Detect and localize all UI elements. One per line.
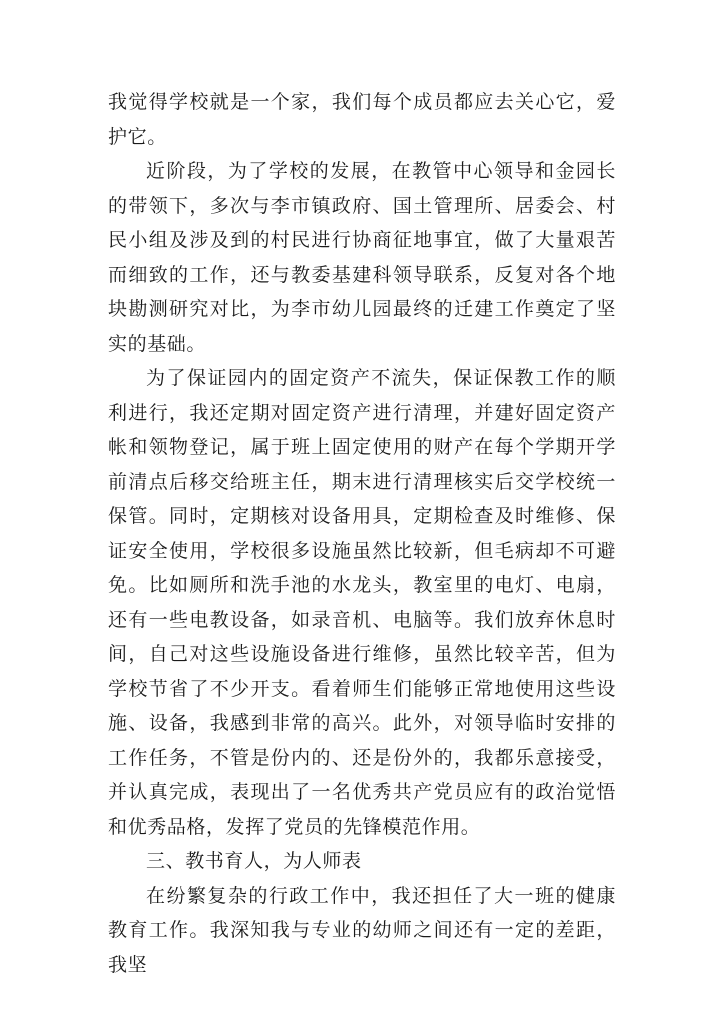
paragraph-4: 在纷繁复杂的行政工作中，我还担任了大一班的健康教育工作。我深知我与专业的幼师之间还有一定的差距，我坚 <box>108 884 616 976</box>
section-heading: 三、教书育人，为人师表 <box>146 850 362 872</box>
paragraph-1: 我觉得学校就是一个家，我们每个成员都应去关心它，爱护它。 <box>108 91 616 148</box>
paragraph-3: 为了保证园内的固定资产不流失，保证保教工作的顺利进行，我还定期对固定资产进行清理，并建好固定资产帐和领物登记，属于班上固定使用的财产在每个学期开学前清点后移交给班主任，期末进行清理核实后交学校统一保管。同时，定期核对设备用具，定期检查及时维修、保证安全使用，学校很多设施虽然比较新，但毛病却不可避免。比如厕所和洗手池的水龙头，教室里的电灯、电扇，还有一些电教设备，如录音机、电脑等。我们放弃休息时间，自己对这些设施设备进行维修，虽然比较辛苦，但为学校节省了不少开支。看着师生们能够正常地使用这些设施、设备，我感到非常的高兴。此外，对领导临时安排的工作任务，不管是份内的、还是份外的，我都乐意接受，并认真完成，表现出了一名优秀共产党员应有的政治觉悟和优秀品格，发挥了党员的先锋模范作用。 <box>108 367 616 838</box>
paragraph-2: 近阶段，为了学校的发展，在教管中心领导和金园长的带领下，多次与李市镇政府、国土管理所、居委会、村民小组及涉及到的村民进行协商征地事宜，做了大量艰苦而细致的工作，还与教委基建科领导联系，反复对各个地块勘测研究对比，为李市幼儿园最终的迁建工作奠定了坚实的基础。 <box>108 160 616 355</box>
document-body <box>108 85 616 982</box>
